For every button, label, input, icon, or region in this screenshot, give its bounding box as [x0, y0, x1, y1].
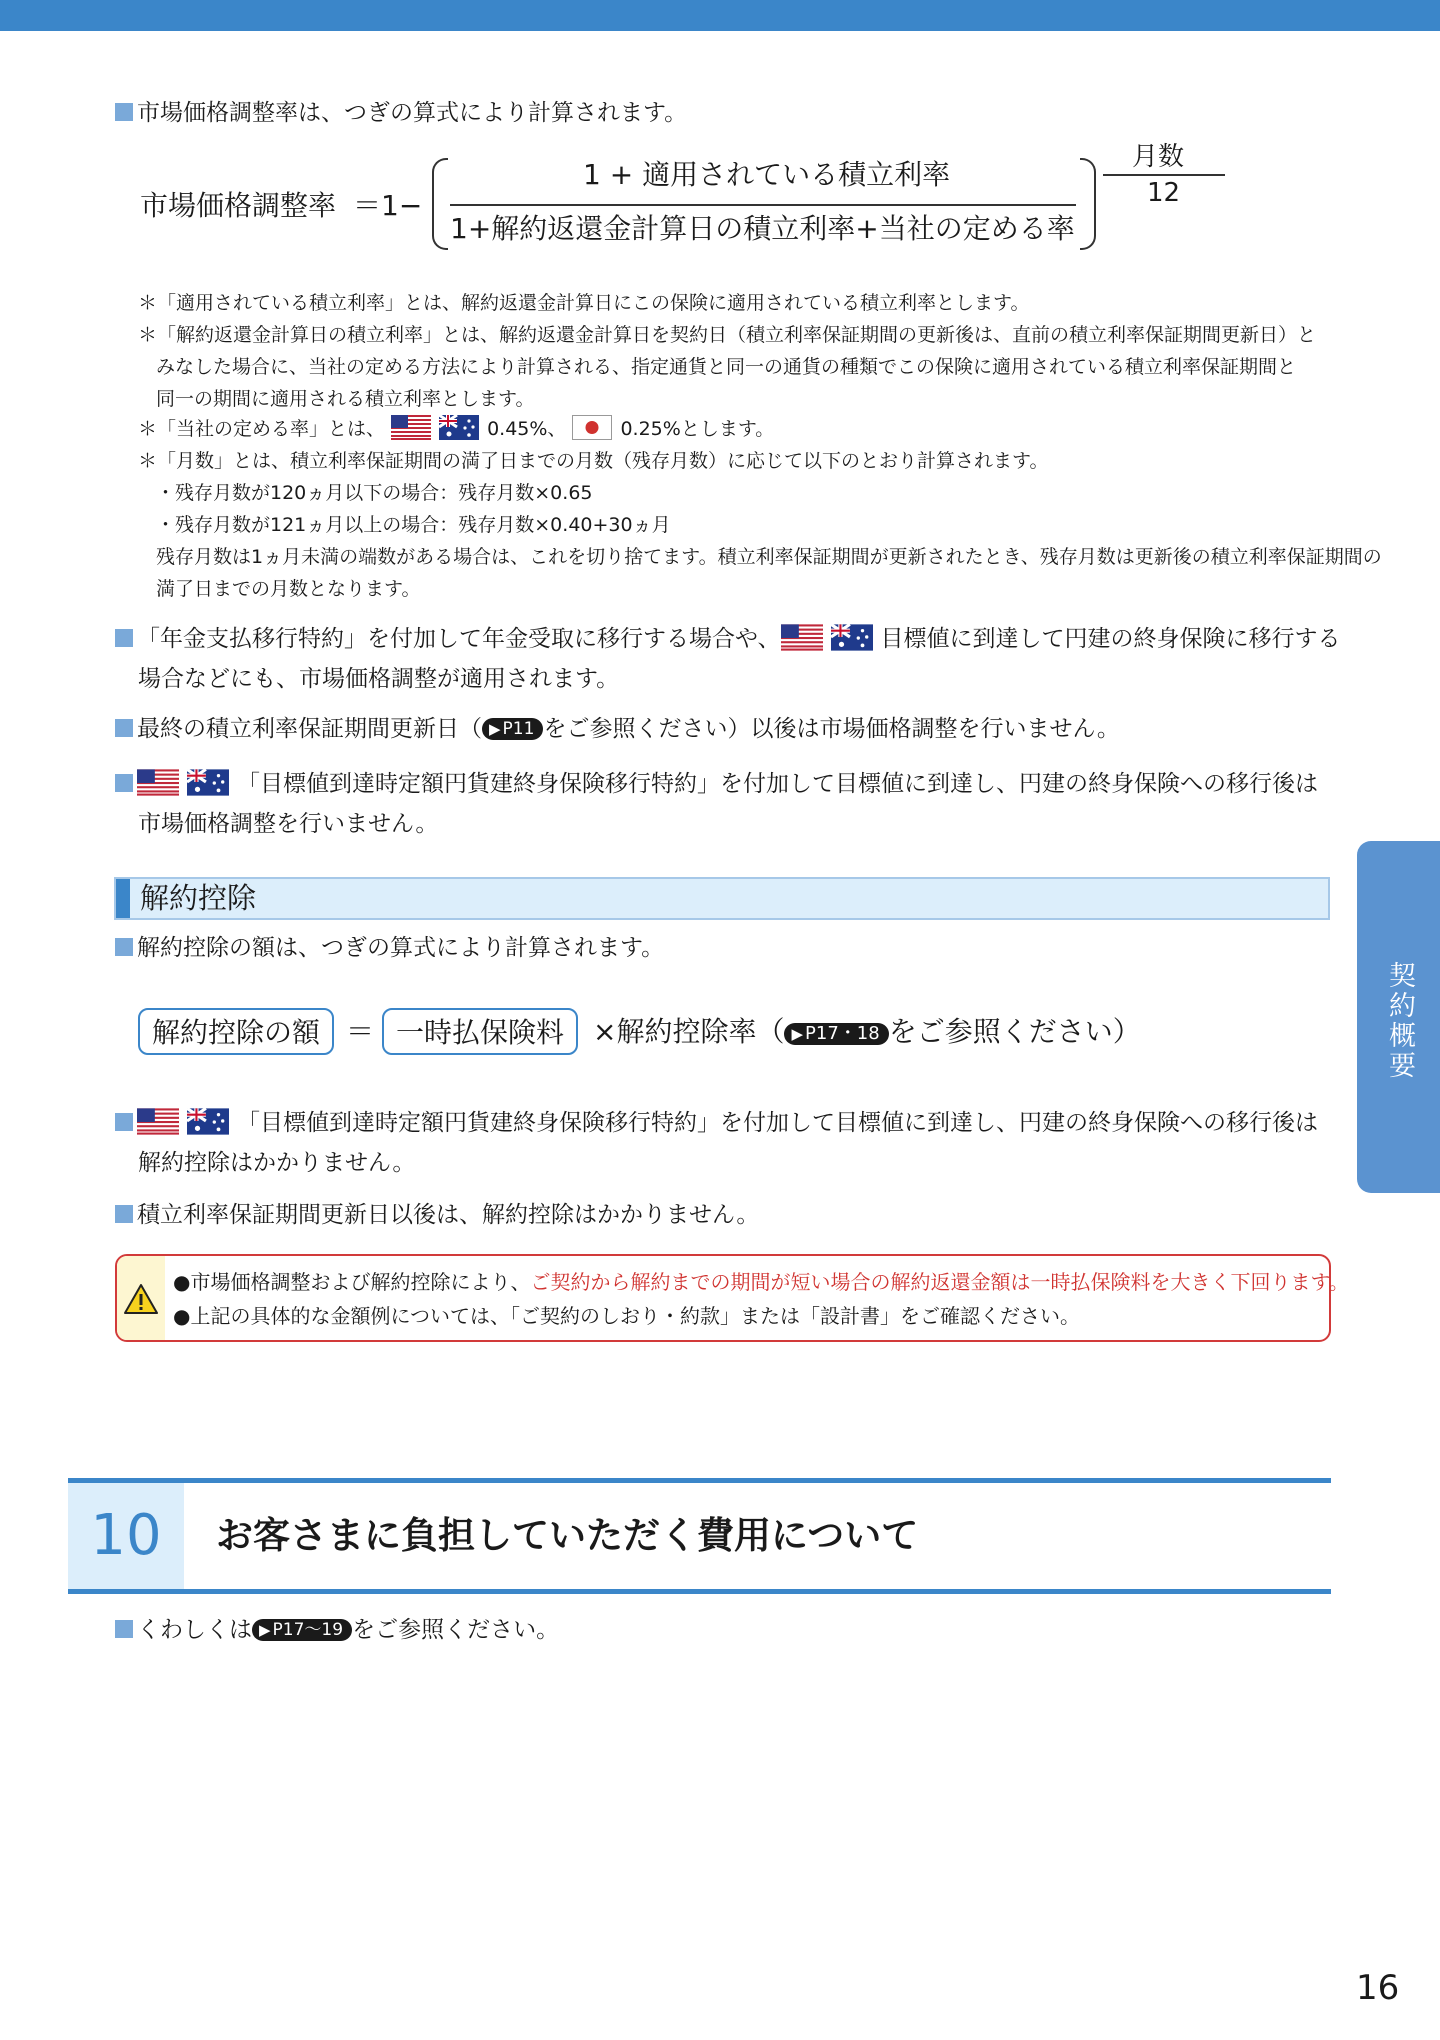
final-renewal-paragraph: 最終の積立利率保証期間更新日（ ▶ P11 をご参照ください）以後は市場価格調整を行いません。	[115, 709, 1120, 749]
au-flag-icon	[439, 415, 479, 440]
play-triangle-icon: ▶	[791, 1025, 804, 1043]
caution-line-1: ●市場価格調整および解約控除により、ご契約から解約までの期間が短い場合の解約返還金額は一時払保険料を大きく下回ります。	[173, 1270, 1349, 1294]
au-flag-icon	[187, 769, 229, 796]
left-bracket	[432, 158, 448, 250]
page-ref-badge-p17-18[interactable]: ▶ P17・18	[784, 1023, 888, 1045]
us-flag-icon	[391, 415, 431, 440]
yen-transfer-mva-paragraph: 「目標値到達時定額円貨建終身保険移行特約」を付加して目標値に到達し、円建の終身保険への移行後は	[115, 764, 1318, 804]
note-calc-rate-1: ＊「解約返還金計算日の積立利率」とは、解約返還金計算日を契約日（積立利率保証期間の更新後は、直前の積立利率保証期間更新日）と	[138, 324, 1317, 346]
section-header-surrender-charge	[114, 877, 1330, 920]
chapter-bottom-rule	[68, 1589, 1331, 1594]
jp-flag-icon	[572, 415, 612, 440]
renewal-charge-paragraph: 積立利率保証期間更新日以後は、解約控除はかかりません。	[115, 1195, 759, 1235]
exponent-denominator: 12	[1147, 178, 1181, 208]
note-calc-rate-2: みなした場合に、当社の定める方法により計算される、指定通貨と同一の通貨の種類でこの保険に適用されている積立利率保証期間と	[156, 356, 1297, 378]
right-bracket	[1080, 158, 1096, 250]
chapter-title: お客さまに負担していただく費用について	[216, 1514, 919, 1557]
bullet-square-icon	[115, 103, 133, 121]
page-number: 16	[1356, 1968, 1400, 2008]
caution-line-2: ●上記の具体的な金額例については、「ご契約のしおり・約款」または「設計書」をご確認ください。	[173, 1304, 1081, 1328]
bullet-square-icon	[115, 1113, 133, 1131]
fraction-line	[450, 204, 1076, 206]
section-title: 解約控除	[140, 881, 257, 915]
us-flag-icon	[137, 1108, 179, 1135]
note-applied-rate: ＊「適用されている積立利率」とは、解約返還金計算日にこの保険に適用されている積立利率とします。	[138, 292, 1030, 314]
formula-denominator: 1+解約返還金計算日の積立利率+当社の定める率	[450, 212, 1075, 245]
formula-label: 市場価格調整率	[140, 189, 337, 222]
note-months-ge121: ・残存月数が121ヵ月以上の場合：残存月数×0.40+30ヵ月	[156, 514, 671, 536]
note-calc-rate-3: 同一の期間に適用される積立利率とします。	[156, 388, 535, 410]
bullet-square-icon	[115, 719, 133, 737]
formula2-rate: ×解約控除率（ ▶ P17・18 をご参照ください）	[593, 1015, 1141, 1048]
caution-icon-panel	[117, 1256, 165, 1340]
yen-transfer-charge-paragraph: 「目標値到達時定額円貨建終身保険移行特約」を付加して目標値に到達し、円建の終身保険への移行後は	[115, 1103, 1318, 1143]
yen-transfer-charge-paragraph-cont: 解約控除はかかりません。	[138, 1150, 416, 1176]
note-rounding-1: 残存月数は1ヵ月未満の端数がある場合は、これを切り捨てます。積立利率保証期間が更新されたとき、残存月数は更新後の積立利率保証期間の	[156, 546, 1382, 568]
note-months-le120: ・残存月数が120ヵ月以下の場合：残存月数×0.65	[156, 482, 593, 504]
surrender-intro: 解約控除の額は、つぎの算式により計算されます。	[115, 928, 664, 968]
pension-transfer-paragraph-cont: 場合などにも、市場価格調整が適用されます。	[138, 666, 620, 692]
pension-transfer-paragraph: 「年金支払移行特約」を付加して年金受取に移行する場合や、 目標値に到達して円建の終身保険に移行する	[115, 619, 1341, 659]
bullet-square-icon	[115, 629, 133, 647]
yen-transfer-mva-paragraph-cont: 市場価格調整を行いません。	[138, 811, 439, 837]
chapter-number: 10	[90, 1503, 162, 1568]
bullet-square-icon	[115, 1620, 133, 1638]
formula-numerator: 1 + 適用されている積立利率	[583, 158, 951, 191]
bullet-square-icon	[115, 1205, 133, 1223]
play-triangle-icon: ▶	[259, 1621, 271, 1639]
au-flag-icon	[187, 1108, 229, 1135]
play-triangle-icon: ▶	[489, 720, 501, 738]
note-company-rate: ＊「当社の定める率」とは、 0.45%、 0.25%とします。	[138, 413, 1338, 445]
mva-intro: 市場価格調整率は、つぎの算式により計算されます。	[115, 93, 687, 133]
top-color-bar	[0, 0, 1440, 31]
page-ref-badge-p11[interactable]: ▶ P11	[482, 718, 543, 740]
fees-detail-paragraph: くわしくは ▶ P17〜19 をご参照ください。	[115, 1610, 559, 1650]
caution-box	[115, 1254, 1349, 1342]
note-months: ＊「月数」とは、積立利率保証期間の満了日までの月数（残存月数）に応じて以下のとおり計算されます。	[138, 450, 1049, 472]
page-ref-badge-p17-19[interactable]: ▶ P17〜19	[252, 1619, 352, 1641]
us-flag-icon	[781, 624, 823, 651]
side-tab-contract-summary[interactable]	[1357, 841, 1440, 1193]
section-header-accent	[116, 879, 130, 918]
premium-box: 一時払保険料	[382, 1008, 578, 1055]
chapter-top-rule	[68, 1478, 1331, 1483]
surrender-amount-box: 解約控除の額	[138, 1008, 334, 1055]
exponent-numerator: 月数	[1132, 142, 1185, 172]
side-tab-label: 契約概要	[1384, 961, 1415, 1081]
bullet-square-icon	[115, 774, 133, 792]
bullet-square-icon	[115, 938, 133, 956]
warning-icon	[123, 1283, 159, 1315]
note-rounding-2: 満了日までの月数となります。	[156, 578, 421, 600]
formula2-equals: ＝	[346, 1015, 375, 1048]
formula-equals: ＝1−	[353, 189, 423, 222]
au-flag-icon	[831, 624, 873, 651]
us-flag-icon	[137, 769, 179, 796]
